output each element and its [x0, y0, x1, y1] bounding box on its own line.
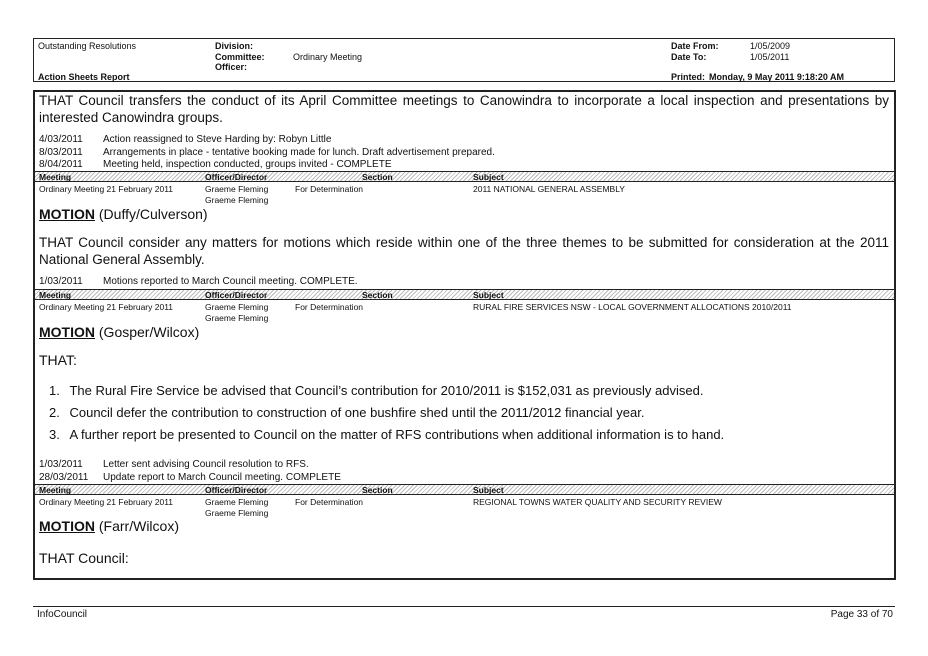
- motion-heading: [39, 324, 199, 340]
- director-name: Graeme Fleming: [205, 508, 269, 518]
- action-date: 8/04/2011: [39, 159, 83, 170]
- resolution-text: THAT Council transfers the conduct of its April Committee meetings to Canowindra to incorporate a local inspection and presentations by interested Canowindra groups.: [39, 93, 889, 125]
- committee-label: Committee:: [215, 52, 265, 62]
- motion-label: MOTION: [39, 206, 95, 222]
- column-header-row: [35, 171, 894, 182]
- date-to-value: 1/05/2011: [750, 52, 790, 62]
- item-text: A further report be presented to Council on the matter of RFS contributions when additional information is to hand.: [69, 427, 725, 442]
- resolution-text: THAT Council:: [39, 550, 129, 566]
- col-meeting: Meeting: [39, 485, 72, 495]
- item-text: The Rural Fire Service be advised that Council’s contribution for 2010/2011 is $152,031 as previously advised.: [69, 383, 704, 398]
- subject-text: RURAL FIRE SERVICES NSW - LOCAL GOVERNMENT ALLOCATIONS 2010/2011: [473, 302, 792, 312]
- subject-text: REGIONAL TOWNS WATER QUALITY AND SECURITY REVIEW: [473, 497, 722, 507]
- action-text: Letter sent advising Council resolution to RFS.: [103, 459, 309, 470]
- numbered-item: [49, 405, 645, 420]
- column-header-row: [35, 484, 894, 495]
- resolutions-panel: [33, 90, 896, 580]
- report-name: Action Sheets Report: [38, 72, 130, 82]
- section-name: For Determination: [295, 302, 364, 312]
- report-type: Outstanding Resolutions: [38, 41, 137, 51]
- division-label: Division:: [215, 41, 254, 51]
- officer-name: Graeme Fleming: [205, 184, 269, 194]
- column-header-row: [35, 289, 894, 300]
- director-name: Graeme Fleming: [205, 313, 269, 323]
- footer-app-name: InfoCouncil: [37, 609, 88, 620]
- footer-rule: [33, 606, 895, 607]
- director-name: Graeme Fleming: [205, 195, 269, 205]
- officer-name: Graeme Fleming: [205, 497, 269, 507]
- meeting-name: Ordinary Meeting 21 February 2011: [39, 302, 174, 312]
- printed-value: Monday, 9 May 2011 9:18:20 AM: [709, 72, 845, 82]
- action-text: Update report to March Council meeting. COMPLETE: [103, 472, 341, 483]
- report-header: [33, 38, 895, 82]
- col-officer: Officer/Director: [205, 290, 268, 300]
- date-from-label: Date From:: [671, 41, 719, 51]
- action-text: Action reassigned to Steve Harding by: Robyn Little: [103, 134, 332, 145]
- action-text: Motions reported to March Council meeting. COMPLETE.: [103, 276, 358, 287]
- action-date: 28/03/2011: [39, 472, 89, 483]
- motion-movers: (Farr/Wilcox): [98, 518, 179, 534]
- motion-label: MOTION: [39, 324, 95, 340]
- meeting-name: Ordinary Meeting 21 February 2011: [39, 184, 174, 194]
- section-name: For Determination: [295, 184, 364, 194]
- action-text: Meeting held, inspection conducted, groups invited - COMPLETE: [103, 159, 392, 170]
- motion-movers: (Duffy/Culverson): [98, 206, 208, 222]
- date-from-value: 1/05/2009: [750, 41, 791, 51]
- col-section: Section: [362, 290, 393, 300]
- officer-name: Graeme Fleming: [205, 302, 269, 312]
- page-number: Page 33 of 70: [830, 609, 893, 620]
- col-subject: Subject: [473, 172, 504, 182]
- motion-heading: [39, 206, 208, 222]
- committee-value: Ordinary Meeting: [293, 52, 363, 62]
- col-meeting: Meeting: [39, 172, 72, 182]
- numbered-item: [49, 427, 724, 442]
- numbered-item: [49, 383, 703, 398]
- officer-label: Officer:: [215, 62, 248, 72]
- col-meeting: Meeting: [39, 290, 72, 300]
- col-subject: Subject: [473, 290, 504, 300]
- item-text: Council defer the contribution to construction of one bushfire shed until the 2011/2012 financial year.: [69, 405, 645, 420]
- action-text: Arrangements in place - tentative booking made for lunch. Draft advertisement prepared.: [103, 147, 495, 158]
- motion-movers: (Gosper/Wilcox): [98, 324, 200, 340]
- action-date: 1/03/2011: [39, 276, 83, 287]
- item-number: 1.: [49, 383, 60, 398]
- motion-heading: [39, 518, 179, 534]
- printed-label: Printed:: [671, 72, 706, 82]
- motion-label: MOTION: [39, 518, 95, 534]
- date-to-label: Date To:: [671, 52, 707, 62]
- col-section: Section: [362, 172, 393, 182]
- col-subject: Subject: [473, 485, 504, 495]
- action-date: 1/03/2011: [39, 459, 83, 470]
- col-officer: Officer/Director: [205, 485, 268, 495]
- action-date: 4/03/2011: [39, 134, 83, 145]
- section-name: For Determination: [295, 497, 364, 507]
- meeting-name: Ordinary Meeting 21 February 2011: [39, 497, 174, 507]
- col-section: Section: [362, 485, 393, 495]
- that-heading: THAT:: [39, 352, 77, 368]
- action-date: 8/03/2011: [39, 147, 83, 158]
- col-officer: Officer/Director: [205, 172, 268, 182]
- item-number: 2.: [49, 405, 60, 420]
- resolution-text: THAT Council consider any matters for motions which reside within one of the three themes to be submitted for consideration at the 2011 National General Assembly.: [39, 235, 889, 267]
- item-number: 3.: [49, 427, 60, 442]
- subject-text: 2011 NATIONAL GENERAL ASSEMBLY: [473, 184, 625, 194]
